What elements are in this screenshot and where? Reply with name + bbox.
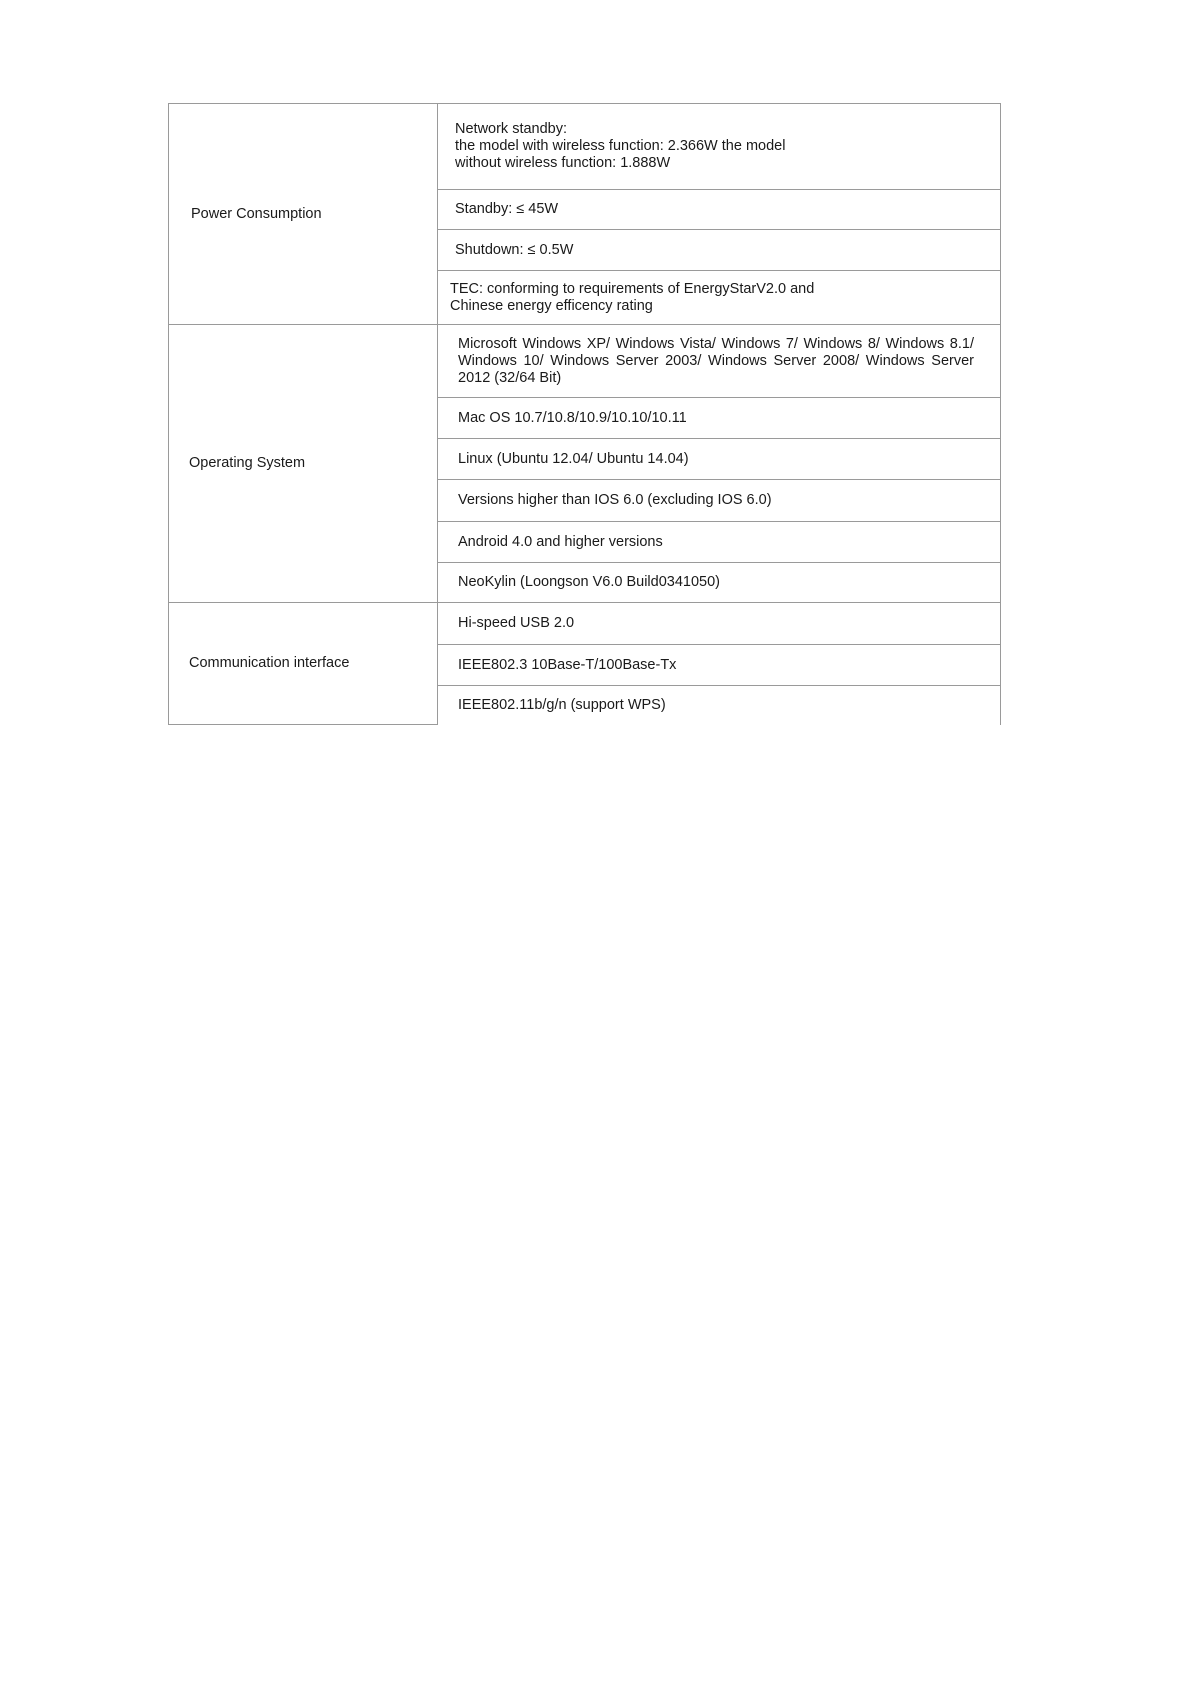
cell-android: Android 4.0 and higher versions (438, 522, 1001, 563)
table-row (169, 603, 1001, 645)
cell-line: Network standby: (455, 121, 568, 137)
cell-line: Standby: ≤ 45W (455, 201, 559, 217)
cell-tec (438, 271, 1001, 325)
section-label-communication-interface: Communication interface (169, 603, 438, 725)
cell-ios: Versions higher than IOS 6.0 (excluding IOS 6.0) (438, 480, 1001, 522)
cell-neokylin: NeoKylin (Loongson V6.0 Build0341050) (438, 563, 1001, 603)
section-label-power-consumption: Power Consumption (169, 104, 438, 325)
cell-usb: Hi-speed USB 2.0 (438, 603, 1001, 645)
cell-network-standby (438, 104, 1001, 190)
section-label-operating-system: Operating System (169, 325, 438, 603)
table-row (169, 104, 1001, 190)
cell-ethernet: IEEE802.3 10Base-T/100Base-Tx (438, 645, 1001, 686)
cell-standby (438, 190, 1001, 230)
cell-line: without wireless function: 1.888W (455, 155, 671, 171)
cell-line: the model with wireless function: 2.366W the model (455, 138, 786, 154)
cell-shutdown (438, 230, 1001, 271)
cell-mac-os: Mac OS 10.7/10.8/10.9/10.10/10.11 (438, 398, 1001, 439)
cell-line: Shutdown: ≤ 0.5W (455, 241, 574, 258)
cell-windows: Microsoft Windows XP/ Windows Vista/ Windows 7/ Windows 8/ Windows 8.1/ Windows 10/ Windows Server 2003/ Windows Server 2008/ Windows Server 2012 (32/64 Bit) (438, 325, 1001, 398)
cell-line: Chinese energy efficency rating (450, 297, 653, 314)
cell-wireless: IEEE802.11b/g/n (support WPS) (438, 686, 1001, 725)
cell-linux: Linux (Ubuntu 12.04/ Ubuntu 14.04) (438, 439, 1001, 480)
cell-line: TEC: conforming to requirements of EnergyStarV2.0 and (450, 280, 815, 297)
table-row (169, 325, 1001, 398)
specification-table (168, 103, 1001, 725)
